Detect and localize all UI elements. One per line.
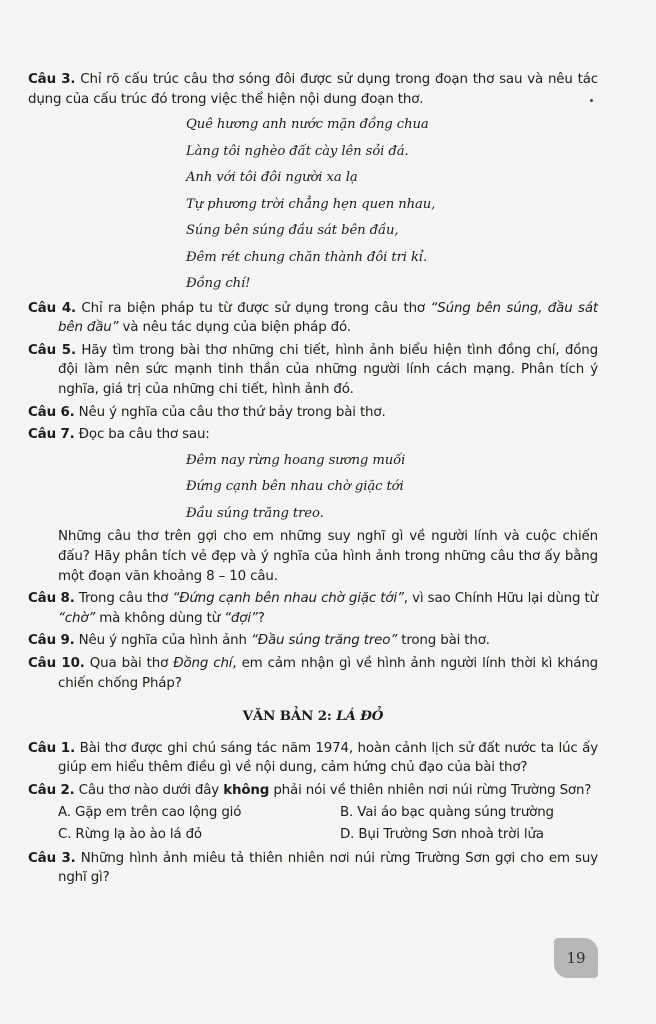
option-a: A. Gặp em trên cao lộng gió xyxy=(58,805,242,821)
quote-text: Đồng chí xyxy=(173,655,233,671)
quote-text: “Súng bên súng, đầu sát bên đầu” xyxy=(58,300,599,336)
question-label: Câu 9. xyxy=(28,633,75,649)
question-label: Câu 2. xyxy=(28,782,75,798)
question-text: , vì sao Chính Hữu lại dùng từ xyxy=(403,591,598,607)
question-text: Chỉ rõ cấu trúc câu thơ sóng đôi được sử dụng trong đoạn thơ sau và nêu tác dụng của cấu trúc đó trong việc thể hiện nội dung đoạn thơ. xyxy=(28,72,599,107)
poem-line: Đứng cạnh bên nhau chờ giặc tới xyxy=(186,479,404,495)
question-10 xyxy=(28,654,598,693)
question-text: Nêu ý nghĩa của hình ảnh xyxy=(74,633,251,649)
question-label: Câu 6. xyxy=(28,404,75,420)
question-text: Đọc ba câu thơ sau: xyxy=(74,427,210,443)
poem-line: Đêm rét chung chăn thành đôi tri kỉ. xyxy=(186,249,428,265)
section2-question-3 xyxy=(28,849,598,888)
quote-text: “chờ” xyxy=(58,610,96,626)
option-b: B. Vai áo bạc quàng súng trường xyxy=(340,805,554,821)
option-d: D. Bụi Trường Sơn nhoà trời lửa xyxy=(340,827,544,843)
question-text: phải nói về thiên nhiên nơi núi rừng Trường Sơn? xyxy=(269,782,592,798)
question-label: Câu 4. xyxy=(28,300,76,316)
question-text: trong bài thơ. xyxy=(397,633,490,649)
poem-line: Anh với tôi đôi người xa lạ xyxy=(186,170,358,186)
question-4 xyxy=(28,299,598,338)
section-title: LÁ ĐỎ xyxy=(336,708,384,725)
quote-text: “Đầu súng trăng treo” xyxy=(250,633,398,649)
question-label: Câu 1. xyxy=(28,740,76,756)
poem-line: Đồng chí! xyxy=(186,276,251,292)
question-6 xyxy=(28,403,598,423)
answer-options xyxy=(28,803,598,844)
question-label: Câu 8. xyxy=(28,591,75,607)
question-text: Những hình ảnh miêu tả thiên nhiên nơi núi rừng Trường Sơn gợi cho em suy nghĩ gì? xyxy=(58,850,598,886)
question-text: Qua bài thơ xyxy=(84,655,174,671)
question-8 xyxy=(28,589,598,628)
quote-text: “Đứng cạnh bên nhau chờ giặc tới” xyxy=(172,591,404,607)
section-prefix: VĂN BẢN 2: xyxy=(242,708,337,725)
question-label: Câu 5. xyxy=(28,342,76,358)
poem-line: Đầu súng trăng treo. xyxy=(186,505,324,521)
poem-excerpt-1 xyxy=(28,112,598,297)
poem-line: Làng tôi nghèo đất cày lên sỏi đá. xyxy=(186,143,409,159)
question-5 xyxy=(28,341,598,400)
question-text: , em cảm nhận gì về hình ảnh người lính thời kì kháng chiến chống Pháp? xyxy=(58,655,599,691)
question-text: Chỉ ra biện pháp tu từ được sử dụng trong câu thơ xyxy=(75,300,431,316)
question-7 xyxy=(28,425,598,445)
poem-line: Súng bên súng đầu sát bên đầu, xyxy=(186,223,399,239)
question-label: Câu 3. xyxy=(28,72,76,87)
question-text: mà không dùng từ xyxy=(95,610,225,626)
page-content xyxy=(28,70,598,891)
poem-line: Tự phương trời chẳng hẹn quen nhau, xyxy=(186,196,436,212)
poem-excerpt-2 xyxy=(28,448,598,527)
question-9 xyxy=(28,631,598,651)
question-text: Trong câu thơ xyxy=(74,591,173,607)
section2-question-2 xyxy=(28,781,598,801)
question-7-followup: Những câu thơ trên gợi cho em những suy nghĩ gì về người lính và cuộc chiến đấu? Hãy phân tích vẻ đẹp và ý nghĩa của hình ảnh trong những câu thơ ấy bằng một đoạn văn khoảng 8 – 10 câu. xyxy=(58,529,598,584)
section2-question-1 xyxy=(28,739,598,778)
emphasis-text: không xyxy=(223,782,270,798)
question-text: và nêu tác dụng của biện pháp đó. xyxy=(118,320,351,336)
question-text: Hãy tìm trong bài thơ những chi tiết, hình ảnh biểu hiện tình đồng chí, đồng đội làm nên sức mạnh tinh thần của những người lính cách mạng. Phân tích ý nghĩa, giá trị của những chi tiết, hình ảnh đó. xyxy=(58,342,598,398)
page-number: 19 xyxy=(554,938,598,978)
question-label: Câu 10. xyxy=(28,655,85,671)
question-3 xyxy=(28,70,598,109)
option-c: C. Rừng lạ ào ào lá đỏ xyxy=(58,827,202,843)
question-text: Bài thơ được ghi chú sáng tác năm 1974, hoàn cảnh lịch sử đất nước ta lúc ấy giúp em hiểu thêm điều gì về nội dung, cảm hứng chủ đạo của bài thơ? xyxy=(58,740,599,776)
quote-text: “đợi” xyxy=(224,610,258,626)
question-text: Câu thơ nào dưới đây xyxy=(74,782,224,798)
poem-line: Quê hương anh nước mặn đồng chua xyxy=(186,117,429,133)
poem-line: Đêm nay rừng hoang sương muối xyxy=(186,452,406,468)
question-label: Câu 7. xyxy=(28,427,75,443)
section-heading xyxy=(28,707,598,727)
question-text: ? xyxy=(257,610,265,626)
question-text: Nêu ý nghĩa của câu thơ thứ bảy trong bài thơ. xyxy=(74,404,386,420)
question-label: Câu 3. xyxy=(28,850,76,866)
